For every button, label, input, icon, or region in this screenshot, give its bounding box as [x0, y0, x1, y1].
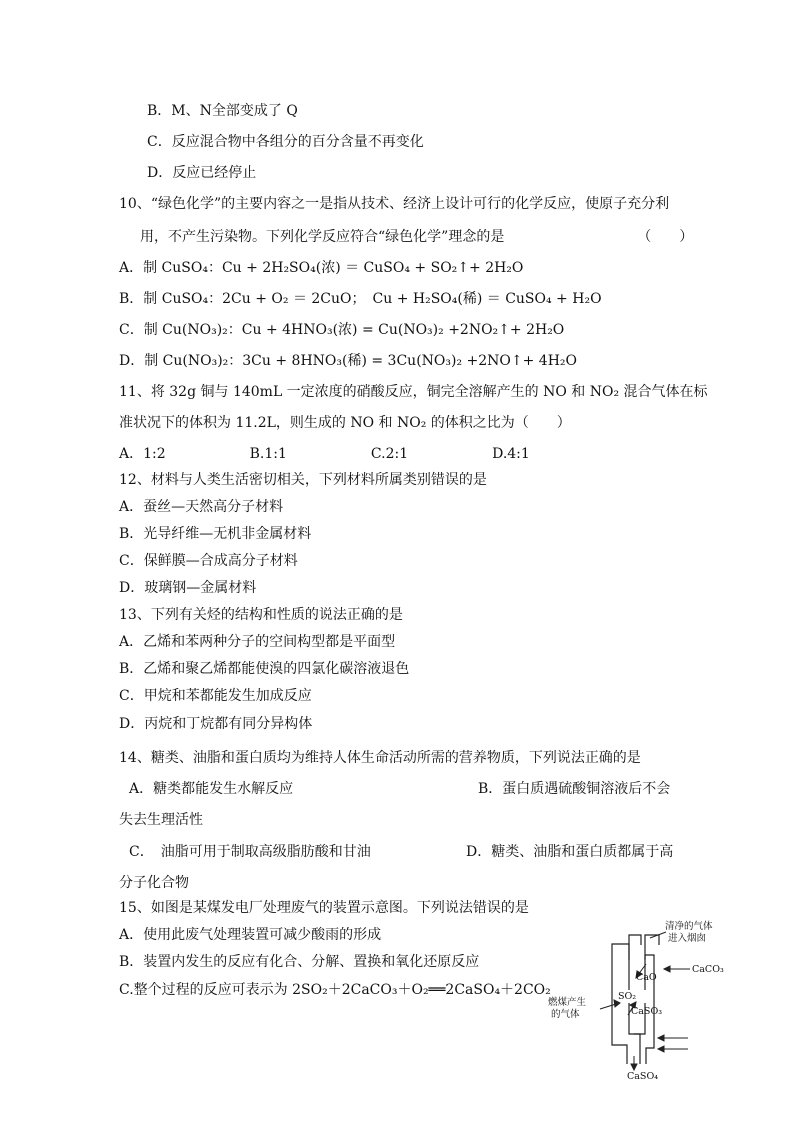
q12-option-a: A．蚕丝—天然高分子材料 — [119, 499, 284, 515]
q13-option-a: A．乙烯和苯两种分子的空间构型都是平面型 — [119, 634, 396, 650]
q15-stem: 15、如图是某煤发电厂处理废气的装置示意图。下列说法错误的是 — [119, 900, 529, 916]
q13-option-d: D．丙烷和丁烷都有同分异构体 — [119, 716, 313, 732]
label-caso4: CaSO₄ — [627, 1071, 659, 1082]
q15-option-b: B．装置内发生的反应有化合、分解、置换和氧化还原反应 — [119, 954, 480, 970]
air-inlet-arrowhead-1 — [658, 1035, 664, 1041]
chimney-inner-right — [645, 935, 659, 960]
q11-stem-line1: 11、将 32g 铜与 140mL 一定浓度的硝酸反应，铜完全溶解产生的 NO 和 NO₂ 混合气体在标 — [119, 384, 708, 400]
q14-option-a: A．糖类都能发生水解反应 — [129, 781, 294, 797]
q14-option-d: D．糖类、油脂和蛋白质都属于高 — [466, 844, 674, 860]
q13-stem: 13、下列有关烃的结构和性质的说法正确的是 — [119, 607, 403, 623]
label-flue-gas-line1: 燃煤产生 — [548, 997, 587, 1008]
q15-option-c: C.整个过程的反应可表示为 2SO₂＋2CaCO₃＋O₂══2CaSO₄＋2CO₂ — [119, 982, 551, 998]
q11-options: A．1:2 B.1:1 C.2:1 D.4:1 — [119, 446, 530, 462]
q13-option-b: B．乙烯和聚乙烯都能使溴的四氯化碳溶液退色 — [119, 661, 410, 677]
q10-option-d: D．制 Cu(NO₃)₂：3Cu + 8HNO₃(稀) = 3Cu(NO₃)₂ +2NO↑+ 4H₂O — [119, 353, 578, 369]
label-enter-chimney: 进入烟囱 — [668, 933, 707, 944]
label-caso3: CaSO₃ — [631, 1006, 663, 1017]
flue-gas-inlet-line — [600, 1004, 616, 1009]
q10-stem-line2: 用，不产生污染物。下列化学反应符合“绿色化学”理念的是 （ ） — [140, 229, 694, 245]
caso4-outlet-arrowhead — [631, 1064, 637, 1070]
label-flue-gas-line2: 的气体 — [551, 1009, 580, 1020]
q9-option-b: B．M、N全部变成了 Q — [147, 103, 298, 119]
q10-option-a: A．制 CuSO₄：Cu + 2H₂SO₄(浓) ＝ CuSO₄ + SO₂↑+ 2H₂O — [119, 260, 524, 276]
q12-option-c: C．保鲜膜—合成高分子材料 — [119, 553, 298, 569]
q9-option-d: D．反应已经停止 — [147, 165, 257, 181]
q15-option-a: A．使用此废气处理装置可减少酸雨的形成 — [119, 927, 382, 943]
q10-stem-line1: 10、“绿色化学”的主要内容之一是指从技术、经济上设计可行的化学反应，使原子充分利 — [119, 196, 670, 212]
caco3-arrowhead — [664, 966, 670, 972]
q11-stem-line2: 准状况下的体积为 11.2L，则生成的 NO 和 NO₂ 的体积之比为（ ） — [119, 415, 571, 431]
q14-option-b-cont: 失去生理活性 — [119, 812, 203, 828]
q12-option-b: B．光导纤维—无机非金属材料 — [119, 526, 312, 542]
q14-stem: 14、糖类、油脂和蛋白质均为维持人体生命活动所需的营养物质，下列说法正确的是 — [119, 750, 641, 766]
label-cao: CaO — [636, 972, 657, 983]
q12-option-d: D．玻璃钢—金属材料 — [119, 580, 257, 596]
q10-option-b: B．制 CuSO₄：2Cu + O₂ ＝ 2CuO； Cu + H₂SO₄(稀) ＝ CuSO₄ + H₂O — [119, 291, 602, 307]
q14-option-c: C． 油脂可用于制取高级脂肪酸和甘油 — [129, 844, 371, 860]
chimney-inner-left — [629, 935, 641, 960]
label-caco3: CaCO₃ — [692, 964, 724, 975]
label-clean-gas: 清净的气体 — [665, 921, 713, 932]
q12-stem: 12、材料与人类生活密切相关，下列材料所属类别错误的是 — [119, 472, 487, 488]
q13-option-c: C．甲烷和苯都能发生加成反应 — [119, 688, 312, 704]
q10-option-c: C．制 Cu(NO₃)₂：Cu + 4HNO₃(浓) = Cu(NO₃)₂ +2NO₂↑+ 2H₂O — [119, 322, 565, 338]
q14-option-b: B．蛋白质遇硫酸铜溶液后不会 — [478, 781, 671, 797]
air-inlet-arrowhead-2 — [658, 1046, 664, 1052]
q9-option-c: C．反应混合物中各组分的百分含量不再变化 — [147, 134, 424, 150]
label-so2: SO₂ — [618, 991, 637, 1002]
q14-option-d-cont: 分子化合物 — [119, 875, 189, 891]
